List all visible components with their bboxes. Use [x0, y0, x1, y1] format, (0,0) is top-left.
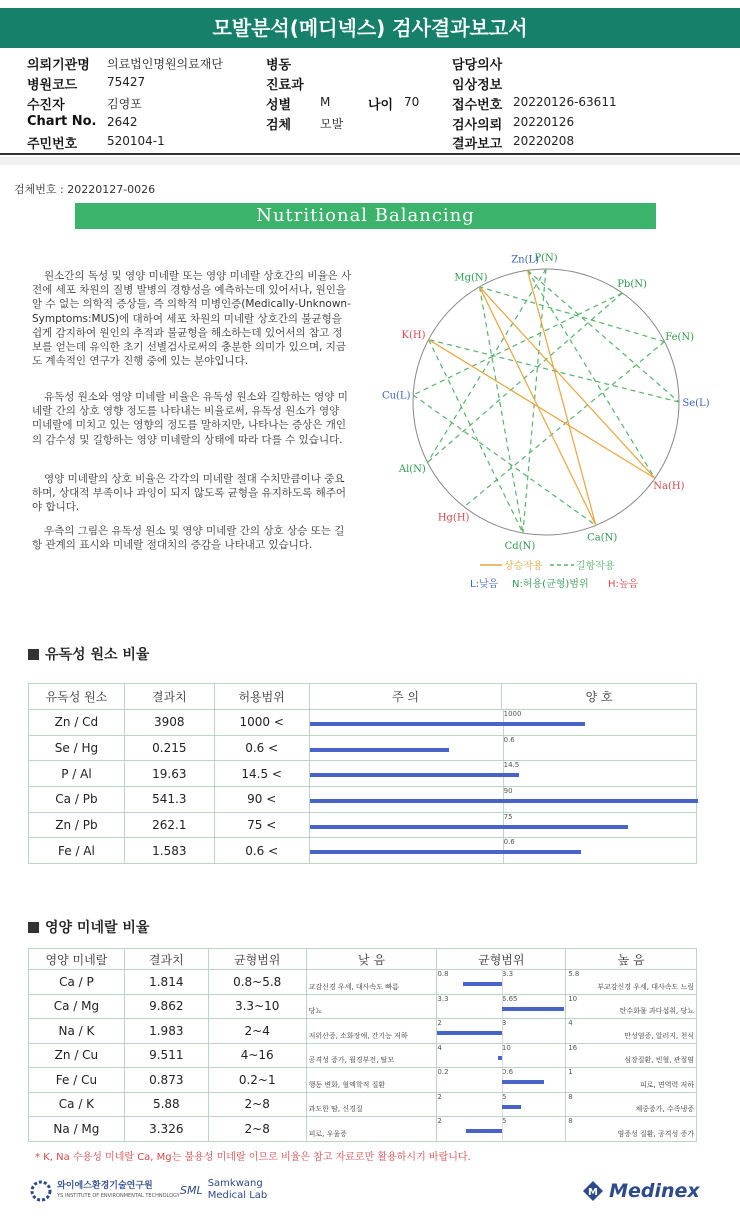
nutri-low-ref: 2 — [437, 1019, 442, 1027]
medinex-logo-icon — [582, 1180, 604, 1202]
nutri-mid-ref: 0.6 — [501, 1068, 514, 1076]
info-label: 임상정보 — [452, 78, 503, 93]
nutri-low-text: 행동 변화, 혈액학적 질환 — [306, 1068, 437, 1093]
nutri-high-text: 염증성 질환, 공격성 증가 — [617, 1129, 694, 1138]
toxic-range: 0.6 < — [214, 838, 309, 864]
nutri-high-text: 탄수화물 과다섭취, 당뇨 — [619, 1007, 694, 1015]
table-row — [29, 838, 697, 864]
wheel-node-label: Ca(N) — [587, 532, 618, 544]
logo-medinex — [582, 1180, 700, 1202]
toxic-header: 양 호 — [502, 684, 697, 710]
nutri-bar-cell — [437, 1019, 566, 1044]
ys-logo-icon — [30, 1180, 52, 1202]
nutri-header: 영양 미네랄 — [29, 949, 125, 970]
antagonism-line — [480, 287, 523, 533]
toxic-bar-cell — [309, 812, 696, 838]
nutri-header: 낮 음 — [306, 949, 437, 970]
nutri-mid-ref: 10 — [501, 1043, 511, 1052]
org1-name: 와이에스환경기술연구원 — [57, 1181, 153, 1191]
info-label: 병동 — [266, 58, 292, 73]
nutri-high-cell — [566, 1117, 697, 1142]
info-label: 병원코드 — [27, 78, 78, 93]
nutri-mid-ref: 5 — [501, 1092, 507, 1101]
table-row — [29, 1068, 697, 1093]
legend-high: H:높음 — [608, 579, 639, 590]
nutri-low-text: 공격성 증가, 월경부전, 탈모 — [306, 1043, 437, 1068]
antagonism-line — [464, 342, 664, 507]
nutri-result: 3.326 — [124, 1117, 208, 1142]
nutri-high-ref: 8 — [568, 1092, 573, 1101]
info-label: 접수번호 — [452, 98, 503, 113]
nutri-name: Ca / Mg — [29, 994, 125, 1019]
wheel-legend — [470, 559, 639, 590]
toxic-bar — [310, 722, 585, 726]
org2-sub: Medical Lab — [207, 1190, 268, 1201]
nutri-name: Ca / K — [29, 1092, 125, 1117]
toxic-result: 262.1 — [124, 812, 214, 838]
info-label: 성별 — [266, 98, 292, 113]
paragraph: 우측의 그림은 유독성 원소 및 영양 미네랄 간의 상호 상승 또는 길항 관계의 표시와 미네랄 절대치의 증감을 나타내고 있습니다. — [32, 525, 345, 552]
nutri-range: 2~4 — [208, 1019, 306, 1044]
nutri-low-ref: 3.3 — [437, 994, 449, 1003]
report-title: 모발분석(메디넥스) 검사결과보고서 — [0, 8, 740, 48]
table-row — [29, 761, 697, 787]
nutri-header: 높 음 — [566, 949, 697, 970]
info-value: 20220208 — [513, 134, 575, 148]
toxic-name: Se / Hg — [29, 735, 125, 761]
nutri-name: Na / Mg — [29, 1117, 125, 1142]
wheel-node-label: Mg(N) — [454, 272, 488, 284]
toxic-bar — [310, 748, 450, 752]
toxic-name: Zn / Cd — [29, 710, 125, 736]
nutri-name: Ca / P — [29, 970, 125, 995]
synergy-line — [480, 287, 655, 478]
legend-synergy: 상승작용 — [504, 561, 543, 572]
toxic-bar-cell — [309, 787, 696, 813]
nutri-low-text: 피로, 우울증 — [306, 1117, 437, 1142]
toxic-ref: 90 — [503, 787, 513, 796]
nutri-high-text: 피로, 면역력 저하 — [639, 1080, 694, 1089]
antagonism-line — [429, 340, 679, 402]
toxic-header: 유독성 원소 — [29, 684, 125, 710]
nutri-low-text: 교감신경 우세, 대사속도 빠름 — [306, 970, 437, 995]
toxic-name: Ca / Pb — [29, 787, 125, 813]
toxic-range: 90 < — [214, 787, 309, 813]
nutri-range: 0.2~1 — [208, 1068, 306, 1093]
nutri-header: 균형범위 — [208, 949, 306, 970]
toxic-bar-cell — [309, 838, 696, 864]
nutri-mid-ref: 6.65 — [501, 994, 518, 1003]
table-row — [29, 994, 697, 1019]
nutri-low-ref: 4 — [437, 1043, 442, 1052]
info-label: 수진자 — [27, 98, 65, 113]
info-label: 결과보고 — [452, 137, 503, 152]
divider — [0, 153, 740, 155]
divider-shade — [0, 157, 740, 165]
nutri-high-text: 심장질환, 빈혈, 관절염 — [624, 1056, 694, 1064]
antagonism-line — [480, 287, 665, 342]
nutri-high-cell — [566, 1043, 697, 1068]
table-row — [29, 970, 697, 995]
nutri-ratio-table — [28, 948, 697, 1142]
table-row — [29, 1092, 697, 1117]
nutri-range: 2~8 — [208, 1092, 306, 1117]
toxic-result: 3908 — [124, 710, 214, 736]
toxic-result: 541.3 — [124, 787, 214, 813]
nutri-bar-cell — [437, 1117, 566, 1142]
nutri-result: 9.511 — [124, 1043, 208, 1068]
nutri-bar — [502, 1080, 545, 1084]
nutri-name: Na / K — [29, 1019, 125, 1044]
footnote: * K, Na 수용성 미네랄 Ca, Mg는 불용성 미네랄 이므로 비율은 참고 자료로만 활용하시기 바랍니다. — [35, 1152, 471, 1163]
table-row — [29, 710, 697, 736]
nutri-high-ref: 10 — [568, 994, 578, 1003]
wheel-node-label: K(H) — [401, 329, 426, 341]
toxic-range: 0.6 < — [214, 735, 309, 761]
nutri-result: 0.873 — [124, 1068, 208, 1093]
nutri-high-ref: 16 — [568, 1043, 578, 1052]
nutri-high-ref: 4 — [568, 1019, 573, 1027]
nutri-low-text: 과도한 땀, 신경질 — [306, 1092, 437, 1117]
info-label: 담당의사 — [452, 58, 503, 73]
wheel-node-label: Hg(H) — [437, 512, 470, 524]
nutri-header: 결과치 — [124, 949, 208, 970]
nutri-bar — [466, 1129, 502, 1133]
info-value: M — [320, 95, 331, 109]
nutritional-balancing-banner: Nutritional Balancing — [75, 203, 656, 229]
wheel-node-label: Se(L) — [682, 398, 710, 409]
square-bullet-icon — [28, 649, 39, 660]
toxic-result: 19.63 — [124, 761, 214, 787]
nutri-result: 5.88 — [124, 1092, 208, 1117]
toxic-name: P / Al — [29, 761, 125, 787]
info-label: Chart No. — [27, 114, 97, 129]
antagonism-line — [527, 270, 679, 402]
nutri-high-cell — [566, 994, 697, 1019]
nutri-high-cell — [566, 1019, 697, 1044]
toxic-result: 0.215 — [124, 735, 214, 761]
info-label: 검체 — [266, 118, 292, 133]
nutri-low-text: 저위산증, 소화장애, 간기능 저하 — [306, 1019, 437, 1044]
nutri-range: 3.3~10 — [208, 994, 306, 1019]
toxic-range: 75 < — [214, 812, 309, 838]
nutri-result: 1.983 — [124, 1019, 208, 1044]
nutri-low-ref: 2 — [437, 1092, 442, 1101]
toxic-ref: 0.6 — [503, 838, 515, 847]
table-row — [29, 735, 697, 761]
toxic-header: 허용범위 — [214, 684, 309, 710]
nutri-high-cell — [566, 1092, 697, 1117]
wheel-node-label: Cu(L) — [381, 390, 411, 402]
toxic-ratio-table — [28, 683, 697, 864]
toxic-name: Zn / Pb — [29, 812, 125, 838]
sml-logo-icon: SML — [180, 1183, 203, 1197]
antagonism-line — [427, 269, 546, 462]
legend-normal: N:허용(균형)범위 — [512, 579, 589, 590]
nutri-title-text: 영양 미네랄 비율 — [45, 920, 150, 936]
nutri-low-ref: 0.2 — [437, 1068, 449, 1076]
synergy-line — [527, 270, 595, 525]
nutri-bar — [498, 1056, 502, 1060]
nutri-bar-cell — [437, 1068, 566, 1093]
nutri-bar-cell — [437, 1043, 566, 1068]
paragraph: 유독성 원소와 영양 미네랄 비율은 유독성 원소와 길항하는 영양 미네랄 간의 상호 영향 정도를 나타내는 비율로써, 유독성 원소가 영양 미네랄에 미치고 있는 영향의 정도를 말하지만, 나타나는 증상은 개인의 감수성 및 길항하는 영양 미네랄의 상태에 따라 다를 수 있습니다. — [32, 391, 348, 446]
nutri-bar — [502, 1105, 521, 1109]
nutri-low-ref: 2 — [437, 1117, 442, 1125]
wheel-node-label: Al(N) — [398, 463, 426, 475]
toxic-bar — [310, 773, 520, 777]
info-value: 모발 — [320, 117, 344, 131]
nutri-result: 1.814 — [124, 970, 208, 995]
toxic-range: 1000 < — [214, 710, 309, 736]
toxic-ref: 14.5 — [503, 761, 520, 770]
wheel-node-label: Na(H) — [653, 481, 685, 493]
nutri-range: 0.8~5.8 — [208, 970, 306, 995]
info-label: 나이 — [368, 98, 394, 113]
toxic-title-text: 유독성 원소 비율 — [45, 647, 150, 663]
toxic-bar — [310, 825, 628, 829]
info-value: 2642 — [107, 115, 138, 129]
paragraph: 원소간의 독성 및 영양 미네랄 또는 영양 미네랄 상호간의 비율은 사전에 세포 차원의 질병 발병의 경향성을 예측하는데 있어서나, 원인을 알 수 없는 의학적 증상들, 즉 의학적 미병인증(Medically-Unknown-Symptoms:MUS)에 대하여 세포 차원의 미네랄 상호간의 불균형을 쉽게 감지하여 원인의 추적과 불균형을 해소하는데 있어서의 참고 정보를 얻는데 유익한 초기 선별검사로써의 충분한 의미가 있으며, 지금도 계속적인 연구가 진행 중에 있는 분야입니다. — [32, 270, 352, 368]
toxic-ref: 0.6 — [503, 735, 515, 744]
info-value: 의료법인명원의료재단 — [107, 57, 223, 71]
nutri-mid-ref: 3.3 — [501, 970, 514, 978]
info-value: 70 — [404, 95, 420, 109]
nutri-high-ref: 8 — [568, 1117, 573, 1125]
toxic-name: Fe / Al — [29, 838, 125, 864]
antagonism-line — [527, 270, 654, 478]
square-bullet-icon — [28, 922, 39, 933]
nutri-bar-cell — [437, 994, 566, 1019]
antagonism-line — [413, 395, 596, 525]
nutri-name: Fe / Cu — [29, 1068, 125, 1093]
org1-sub: YS INSTITUTE OF ENVIRONMENTAL TECHNOLOGY — [57, 1193, 180, 1199]
svg-text:M: M — [588, 1187, 598, 1198]
nutri-header: 균형범위 — [437, 949, 566, 970]
info-label: 의뢰기관명 — [27, 58, 90, 73]
info-value: 75427 — [107, 75, 146, 89]
legend-antagonism: 길항작용 — [576, 561, 615, 572]
nutri-high-ref: 5.8 — [568, 970, 580, 978]
logo-ys — [30, 1180, 180, 1202]
nutri-mid-ref: 3 — [501, 1019, 507, 1027]
nutri-range: 4~16 — [208, 1043, 306, 1068]
table-row — [29, 1117, 697, 1142]
info-label: 주민번호 — [27, 137, 78, 152]
nutri-high-cell — [566, 1068, 697, 1093]
toxic-bar — [310, 799, 698, 803]
wheel-node-label: Zn(L) — [511, 254, 540, 266]
wheel-node-label: Fe(N) — [665, 332, 695, 344]
nutri-high-text: 만성염증, 알러지, 천식 — [624, 1031, 694, 1040]
toxic-range: 14.5 < — [214, 761, 309, 787]
table-row — [29, 1019, 697, 1044]
logo-samkwang — [180, 1178, 267, 1202]
toxic-bar-cell — [309, 761, 696, 787]
nutri-range: 2~8 — [208, 1117, 306, 1142]
toxic-section-title — [28, 644, 149, 664]
toxic-bar-cell — [309, 710, 696, 736]
synergy-line — [429, 340, 655, 479]
nutri-high-cell — [566, 970, 697, 995]
paragraph: 영양 미네랄의 상호 비율은 각각의 미네랄 절대 수치만큼이나 중요하며, 상대적 부족이나 과잉이 되지 않도록 균형을 유지하도록 해주어야 합니다. — [32, 473, 347, 514]
toxic-ref: 75 — [503, 812, 513, 821]
info-label: 진료과 — [266, 78, 304, 93]
toxic-bar-cell — [309, 735, 696, 761]
info-label: 검사의뢰 — [452, 118, 503, 133]
toxic-header: 주 의 — [309, 684, 502, 710]
mineral-wheel — [381, 253, 710, 612]
toxic-bar — [310, 850, 582, 854]
nutri-bar-cell — [437, 1092, 566, 1117]
nutri-section-title — [28, 917, 149, 937]
nutri-bar — [463, 982, 502, 986]
nutri-low-text: 당뇨 — [306, 994, 437, 1019]
nutri-mid-ref: 5 — [501, 1117, 507, 1125]
wheel-node-label: Cd(N) — [504, 540, 536, 552]
info-value: 20220126-63611 — [513, 95, 617, 109]
table-row — [29, 812, 697, 838]
table-row — [29, 787, 697, 813]
legend-low: L:낮음 — [470, 579, 499, 590]
antagonism-line — [523, 269, 546, 533]
nutri-bar — [502, 1007, 564, 1011]
nutri-high-ref: 1 — [568, 1068, 573, 1076]
info-value: 520104-1 — [107, 134, 165, 148]
info-value: 20220126 — [513, 115, 575, 129]
toxic-ref: 1000 — [503, 710, 522, 718]
toxic-header: 결과치 — [124, 684, 214, 710]
nutri-low-ref: 0.8 — [437, 970, 449, 978]
info-value: 김영포 — [107, 97, 142, 111]
specimen-number: 검체번호 : 20220127-0026 — [14, 183, 156, 196]
nutri-high-text: 체중증가, 수족냉증 — [635, 1105, 694, 1113]
wheel-node-label: Pb(N) — [617, 279, 647, 291]
wheel-node-label: P(N) — [534, 253, 558, 264]
org3-name: Medinex — [609, 1180, 700, 1202]
table-row — [29, 1043, 697, 1068]
nutri-bar-cell — [437, 970, 566, 995]
toxic-result: 1.583 — [124, 838, 214, 864]
nutri-bar — [437, 1031, 502, 1035]
org2-name: Samkwang — [207, 1178, 263, 1189]
nutri-name: Zn / Cu — [29, 1043, 125, 1068]
nutri-result: 9.862 — [124, 994, 208, 1019]
antagonism-line — [427, 293, 622, 462]
nutri-high-text: 부교감신경 우세, 대사속도 느림 — [597, 982, 694, 991]
wheel-circle — [413, 269, 679, 535]
